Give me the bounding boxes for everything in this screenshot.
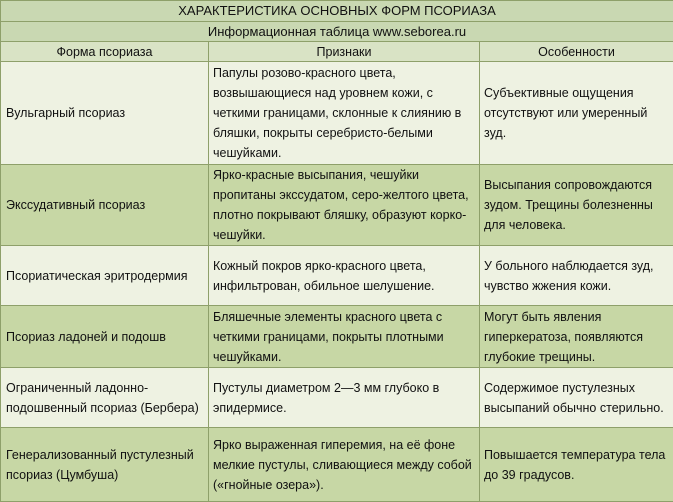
header-signs: Признаки	[209, 42, 480, 62]
table-row	[1, 306, 673, 368]
features-cell: Содержимое пустулезных высыпаний обычно стерильно.	[480, 368, 673, 428]
title-row	[1, 1, 673, 22]
features-cell: У больного наблюдается зуд, чувство жжения кожи.	[480, 246, 673, 306]
signs-cell: Ярко выраженная гиперемия, на её фоне мелкие пустулы, сливающиеся между собой («гнойные озера»).	[209, 428, 480, 502]
signs-cell: Бляшечные элементы красного цвета с четкими границами, покрыты плотными чешуйками.	[209, 306, 480, 368]
table-row	[1, 62, 673, 165]
table-row	[1, 428, 673, 502]
features-cell: Могут быть явления гиперкератоза, появляются глубокие трещины.	[480, 306, 673, 368]
table-row	[1, 165, 673, 246]
features-cell: Субъективные ощущения отсутствуют или умеренный зуд.	[480, 62, 673, 165]
form-cell: Псориаз ладоней и подошв	[1, 306, 209, 368]
features-cell: Повышается температура тела до 39 градусов.	[480, 428, 673, 502]
signs-cell: Пустулы диаметром 2—3 мм глубоко в эпидермисе.	[209, 368, 480, 428]
features-cell: Высыпания сопровождаются зудом. Трещины болезненны для человека.	[480, 165, 673, 246]
subtitle-row	[1, 22, 673, 42]
signs-cell: Кожный покров ярко-красного цвета, инфильтрован, обильное шелушение.	[209, 246, 480, 306]
table-title: ХАРАКТЕРИСТИКА ОСНОВНЫХ ФОРМ ПСОРИАЗА	[1, 1, 673, 22]
header-row	[1, 42, 673, 62]
form-cell: Экссудативный псориаз	[1, 165, 209, 246]
signs-cell: Ярко-красные высыпания, чешуйки пропитаны экссудатом, серо-желтого цвета, плотно покрывают бляшку, образуют корко-чешуйки.	[209, 165, 480, 246]
form-cell: Ограниченный ладонно-подошвенный псориаз (Бербера)	[1, 368, 209, 428]
header-features: Особенности	[480, 42, 673, 62]
form-cell: Генерализованный пустулезный псориаз (Цумбуша)	[1, 428, 209, 502]
signs-cell: Папулы розово-красного цвета, возвышающиеся над уровнем кожи, с четкими границами, склонные к слиянию в бляшки, покрыты серебристо-белыми чешуйками.	[209, 62, 480, 165]
table-row	[1, 368, 673, 428]
header-form: Форма псориаза	[1, 42, 209, 62]
table-subtitle: Информационная таблица www.seborea.ru	[1, 22, 673, 42]
form-cell: Вульгарный псориаз	[1, 62, 209, 165]
form-cell: Псориатическая эритродермия	[1, 246, 209, 306]
table-row	[1, 246, 673, 306]
